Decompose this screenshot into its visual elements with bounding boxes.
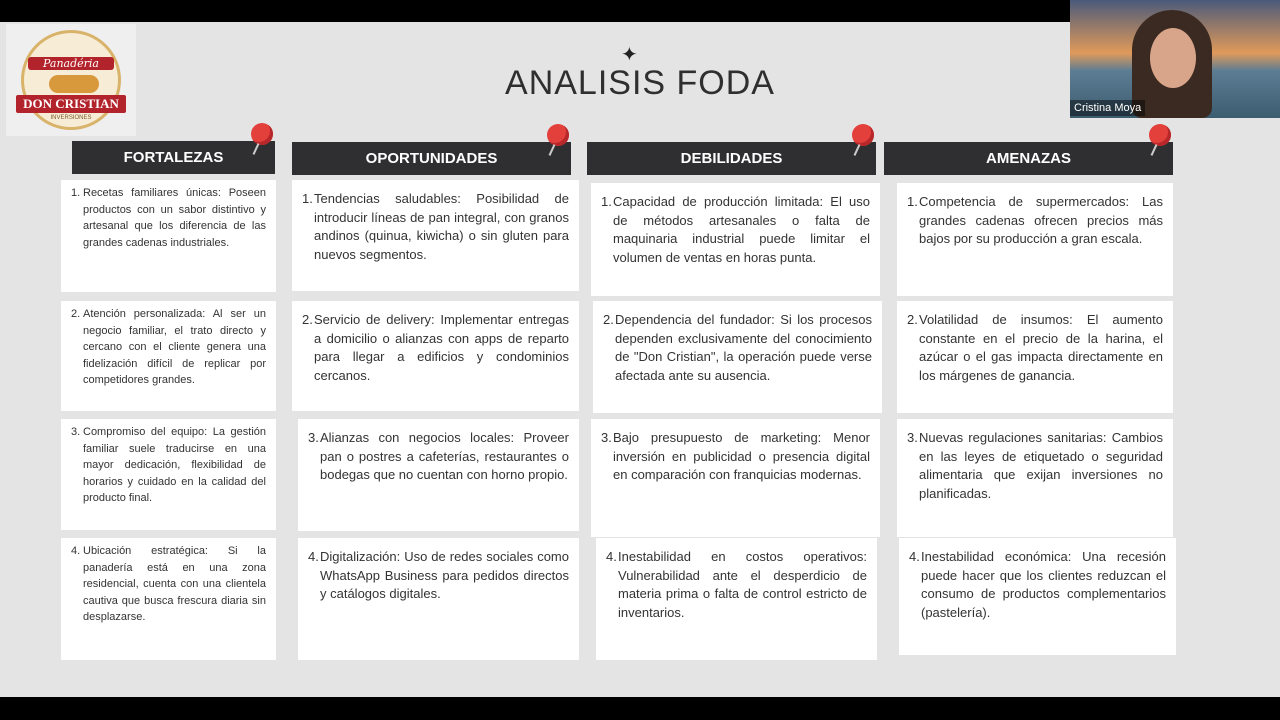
participant-video[interactable] <box>1070 0 1280 118</box>
item-text: Tendencias saludables: Posibilidad de introducir líneas de pan integral, con granos andinos (quinua, kiwicha) o sin gluten para nuevos segmentos. <box>314 191 569 262</box>
item-text: Competencia de supermercados: Las grandes cadenas ofrecen precios más bajos por su producción a gran escala. <box>919 194 1163 246</box>
column-header-oportunidades <box>292 142 571 175</box>
item-number: 3. <box>907 430 918 445</box>
foda-card <box>298 419 579 531</box>
item-number: 2. <box>302 312 313 327</box>
foda-card <box>61 180 276 292</box>
item-number: 3. <box>71 426 81 438</box>
sparkle-icon: ✦ <box>621 44 638 66</box>
foda-card <box>596 538 877 660</box>
item-number: 4. <box>308 549 319 564</box>
logo-name: DON CRISTIAN <box>16 95 126 113</box>
item-number: 4. <box>71 545 81 557</box>
foda-card <box>899 538 1176 655</box>
item-number: 2. <box>603 312 614 327</box>
item-text: Servicio de delivery: Implementar entregas a domicilio o alianzas con apps de reparto para llegar a edificios y condominios cercanos. <box>314 312 569 383</box>
foda-card <box>61 301 276 411</box>
item-number: 4. <box>606 549 617 564</box>
pushpin-icon <box>852 124 874 146</box>
column-header-amenazas <box>884 142 1173 175</box>
item-text: Bajo presupuesto de marketing: Menor inversión en publicidad o presencia digital en comparación con franquicias modernas. <box>613 430 870 482</box>
foda-card <box>591 183 880 296</box>
header-label: AMENAZAS <box>986 150 1071 167</box>
item-text: Ubicación estratégica: Si la panadería está en una zona residencial, cuenta con una clientela cautiva que busca frescura diaria sin desplazarse. <box>83 545 266 623</box>
header-label: OPORTUNIDADES <box>365 150 498 167</box>
item-text: Inestabilidad en costos operativos: Vulnerabilidad ante el desperdicio de materia prima o falta de control estricto de inventarios. <box>618 549 867 620</box>
column-header-fortalezas <box>72 141 275 174</box>
item-text: Compromiso del equipo: La gestión familiar suele traducirse en una mayor dedicación, flexibilidad de horarios y cuidado en la calidad del producto final. <box>83 426 266 504</box>
item-number: 1. <box>71 187 81 199</box>
column-header-debilidades <box>587 142 876 175</box>
foda-card <box>292 301 579 411</box>
item-number: 1. <box>907 194 918 209</box>
participant-name: Cristina Moya <box>1070 100 1145 116</box>
item-text: Volatilidad de insumos: El aumento constante en el precio de la harina, el azúcar o el gas impacta directamente en los márgenes de ganancia. <box>919 312 1163 383</box>
pushpin-icon <box>1149 124 1171 146</box>
item-number: 2. <box>907 312 918 327</box>
foda-card <box>897 419 1173 537</box>
item-text: Recetas familiares únicas: Poseen productos con un sabor distintivo y artesanal que los diferencia de las grandes cadenas industriales. <box>83 187 266 249</box>
item-text: Alianzas con negocios locales: Proveer pan o postres a cafeterías, restaurantes o bodegas que no cuentan con horno propio. <box>320 430 569 482</box>
foda-card <box>298 538 579 660</box>
foda-card <box>593 301 882 413</box>
foda-card <box>897 301 1173 413</box>
foda-card <box>61 419 276 530</box>
foda-card <box>292 180 579 291</box>
item-text: Nuevas regulaciones sanitarias: Cambios en las leyes de etiquetado o seguridad alimentaria que exijan inversiones no planificadas. <box>919 430 1163 501</box>
header-label: FORTALEZAS <box>123 149 224 166</box>
item-text: Inestabilidad económica: Una recesión puede hacer que los clientes reduzcan el consumo de productos complementarios (pastelería). <box>921 549 1166 620</box>
item-text: Capacidad de producción limitada: El uso de métodos artesanales o falta de maquinaria industrial puede limitar el volumen de ventas en horas punta. <box>613 194 870 265</box>
foda-card <box>591 419 880 537</box>
pushpin-icon <box>251 123 273 145</box>
item-number: 3. <box>308 430 319 445</box>
pushpin-icon <box>547 124 569 146</box>
item-number: 1. <box>601 194 612 209</box>
item-text: Dependencia del fundador: Si los procesos dependen exclusivamente del conocimiento de "Don Cristian", la operación puede verse afectada ante su ausencia. <box>615 312 872 383</box>
foda-card <box>61 538 276 660</box>
item-text: Atención personalizada: Al ser un negocio familiar, el trato directo y cercano con el cliente genera una fidelización difícil de replicar por competidores grandes. <box>83 308 266 386</box>
foda-card <box>897 183 1173 296</box>
header-label: DEBILIDADES <box>680 150 783 167</box>
slide-title: ANALISIS FODA <box>505 64 775 102</box>
item-number: 2. <box>71 308 81 320</box>
logo-sub: INVERSIONES <box>50 115 92 121</box>
item-number: 4. <box>909 549 920 564</box>
logo-top-text: Panadéria <box>28 57 114 70</box>
item-number: 3. <box>601 430 612 445</box>
item-number: 1. <box>302 191 313 206</box>
item-text: Digitalización: Uso de redes sociales como WhatsApp Business para pedidos directos y catálogos digitales. <box>320 549 569 601</box>
